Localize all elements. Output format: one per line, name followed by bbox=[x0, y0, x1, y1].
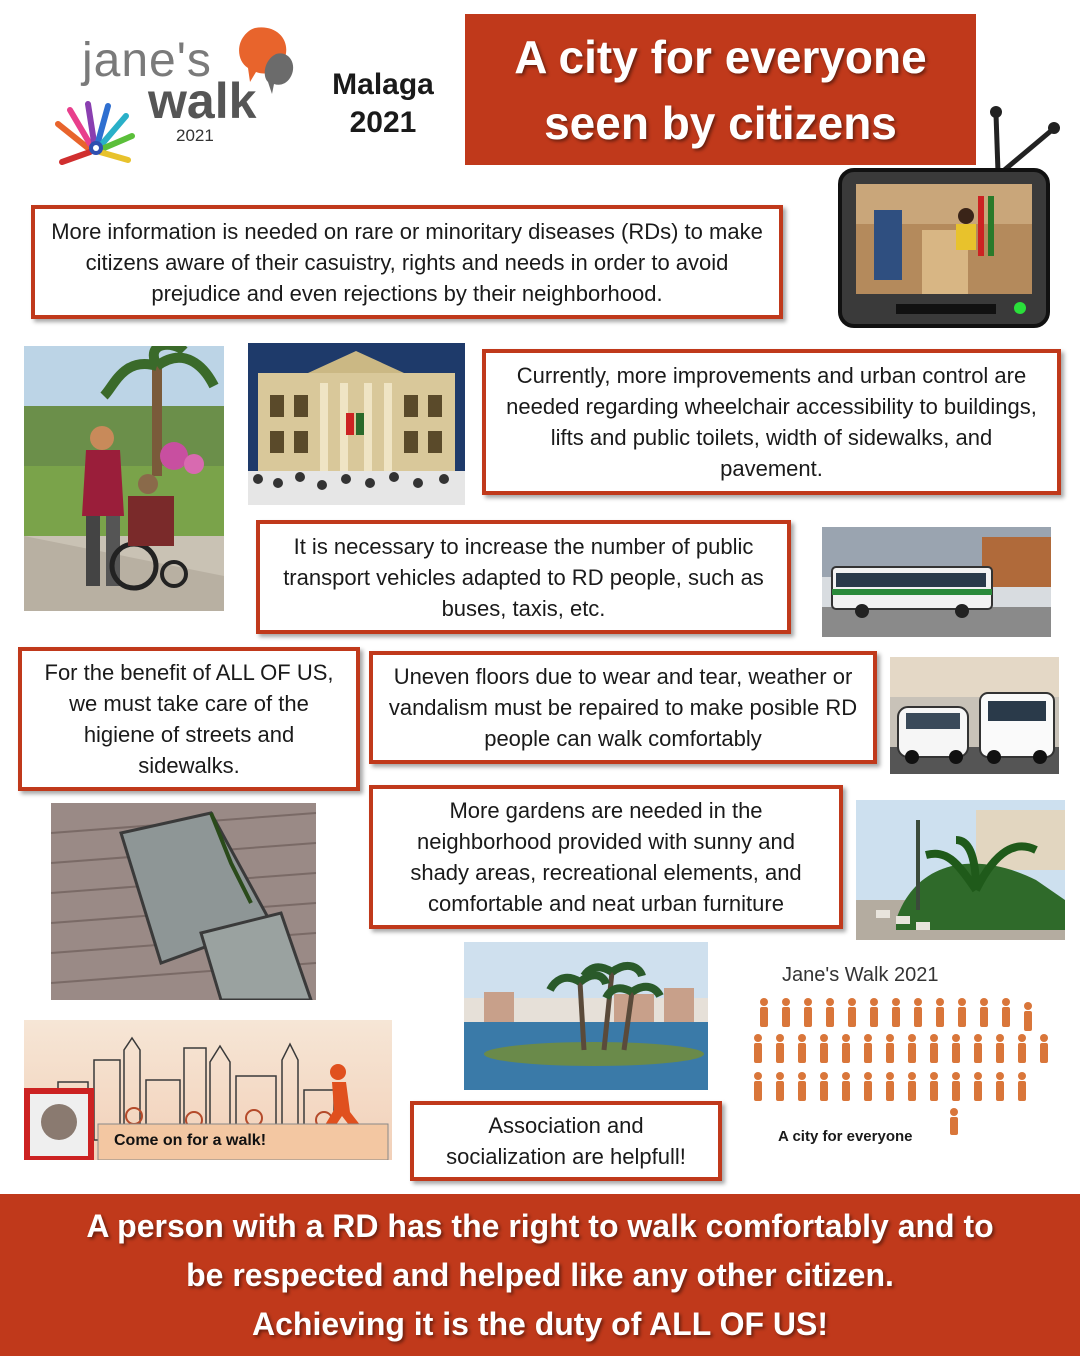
photo-cracked-tiles bbox=[51, 803, 316, 1000]
info-needed-text: More information is needed on rare or minoritary diseases (RDs) to make citizens aware of their casuistry, rights and needs in order to avoid prejudice and even rejections by their neighborhood. bbox=[51, 218, 763, 306]
photo-wheelchair-park bbox=[24, 346, 224, 611]
photo-bus bbox=[822, 527, 1051, 637]
walk-banner-label: Come on for a walk! bbox=[114, 1132, 267, 1149]
tv-illustration bbox=[838, 100, 1066, 328]
transport-box bbox=[256, 520, 791, 634]
uneven-floors-box bbox=[369, 651, 877, 764]
city-name: Malaga bbox=[332, 68, 434, 101]
hygiene-box bbox=[18, 647, 360, 791]
association-text: Association and socialization are helpfull! bbox=[446, 1113, 686, 1169]
uneven-floors-text: Uneven floors due to wear and tear, weather or vandalism must be repaired to make posible RD people can walk comfortably bbox=[388, 664, 858, 751]
people-graphic bbox=[748, 958, 1064, 1168]
gardens-box bbox=[369, 785, 843, 929]
transport-text: It is necessary to increase the number of public transport vehicles adapted to RD people, such as buses, taxis, etc. bbox=[283, 533, 764, 621]
city-label bbox=[328, 66, 438, 142]
hygiene-text: For the benefit of ALL OF US, we must take care of the higiene of streets and sidewalks. bbox=[44, 660, 334, 778]
tv-icon bbox=[838, 100, 1066, 328]
title-line2: seen by citizens bbox=[544, 96, 897, 149]
photo-city-hall bbox=[248, 343, 465, 505]
people-figures bbox=[748, 988, 1064, 1138]
footer-line1: A person with a RD has the right to walk comfortably and to bbox=[86, 1207, 994, 1244]
title-line1: A city for everyone bbox=[514, 30, 927, 83]
gardens-text: More gardens are needed in the neighborhood provided with sunny and shady areas, recreational elements, and comfortable and neat urban furniture bbox=[410, 798, 802, 916]
photo-taxis bbox=[890, 657, 1059, 774]
people-graphic-caption: A city for everyone bbox=[778, 1128, 913, 1145]
people-graphic-title: Jane's Walk 2021 bbox=[782, 964, 939, 986]
janes-walk-logo bbox=[40, 20, 300, 170]
logo-name-line2: walk bbox=[148, 73, 257, 129]
info-needed-box bbox=[31, 205, 783, 319]
logo-year: 2021 bbox=[176, 126, 214, 145]
footer-line3: Achieving it is the duty of ALL OF US! bbox=[251, 1305, 828, 1342]
logo-name-line1: jane's bbox=[82, 34, 212, 87]
footer-line2: be respected and helped like any other citizen. bbox=[186, 1256, 894, 1293]
photo-palm-island bbox=[464, 942, 708, 1090]
photo-garden bbox=[856, 800, 1065, 940]
walk-banner bbox=[24, 1020, 392, 1160]
city-year: 2021 bbox=[349, 106, 417, 139]
association-box bbox=[410, 1101, 722, 1181]
footer-banner bbox=[0, 1194, 1080, 1356]
accessibility-box bbox=[482, 349, 1061, 495]
accessibility-text: Currently, more improvements and urban control are needed regarding wheelchair accessibility to buildings, lifts and public toilets, width of sidewalks, and pavement. bbox=[506, 363, 1037, 481]
